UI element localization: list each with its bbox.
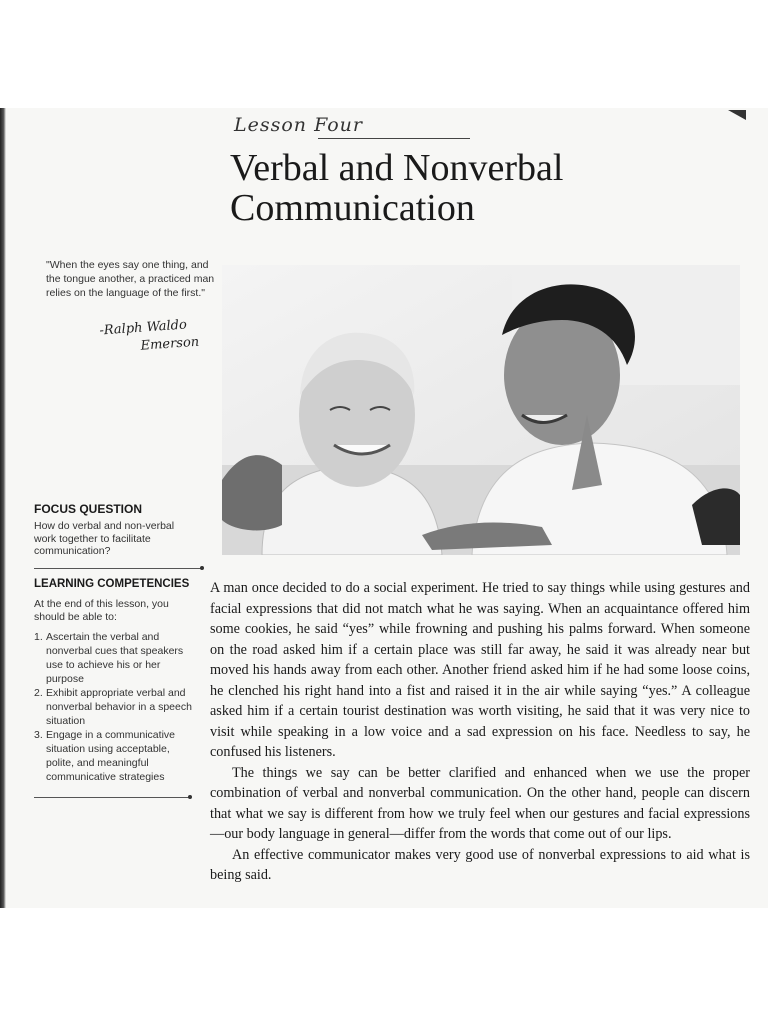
- learning-competencies-list: [34, 630, 199, 784]
- page-title: [230, 148, 750, 228]
- body-text: [210, 578, 750, 886]
- divider-dot: [188, 795, 192, 799]
- divider-top: [34, 568, 202, 569]
- divider-dot: [200, 566, 204, 570]
- list-item: 1. Ascertain the verbal and nonverbal cues that speakers use to achieve his or her purpose: [34, 631, 184, 685]
- focus-question-heading: FOCUS QUESTION: [34, 502, 143, 516]
- focus-question-text: How do verbal and non-verbal work together to facilitate communication?: [34, 520, 175, 557]
- paragraph-3: An effective communicator makes very good use of nonverbal expressions to aid what is being said.: [210, 846, 750, 883]
- photo-two-men-laughing: [222, 265, 740, 555]
- page-binding-shadow: [0, 108, 6, 908]
- signature-line-1: -Ralph Waldo: [98, 317, 188, 339]
- lesson-underline: [318, 138, 470, 139]
- paragraph-2: The things we say can be better clarified and enhanced when we use the proper combination of verbal and nonverbal communication. On the other hand, people can discern that what we say is different from how we truly feel when our gestures and facial expressions—our body language in general—differ from the words that come out of our lips.: [210, 764, 750, 842]
- list-item: 3. Engage in a communicative situation using acceptable, polite, and meaningful communicative strategies: [34, 729, 175, 783]
- learning-competencies-intro: At the end of this lesson, you should be able to:: [34, 598, 169, 623]
- epigraph-quote: "When the eyes say one thing, and the tongue another, a practiced man relies on the language of the first.": [46, 259, 215, 299]
- title-line-1: Verbal and Nonverbal: [230, 147, 564, 189]
- lesson-label: Lesson Four: [234, 114, 363, 136]
- learning-competencies-heading: LEARNING COMPETENCIES: [34, 578, 190, 590]
- title-line-2: Communication: [230, 187, 475, 229]
- corner-tab-icon: [728, 110, 746, 120]
- list-item: 2. Exhibit appropriate verbal and nonverbal behavior in a speech situation: [34, 687, 192, 727]
- divider-bottom: [34, 797, 190, 798]
- paragraph-1: A man once decided to do a social experiment. He tried to say things while using gestures and facial expressions that did not match what he was saying. When an acquaintance offered him some cookies, he said “yes” while frowning and pushing his palms forward. When someone on the road asked him if a certain place was still far away, he said it was already near but moved his hands away from each other. Another friend asked him if he had some loose coins, he clenched his right hand into a fist and raised it in the air while saying “yes.” A colleague asked him if a certain tourist destination was worth visiting, he said that it was very nice to visit while speaking in a low voice and a sad expression on his face. Needless to say, he confused his listeners.: [210, 580, 750, 760]
- signature-line-2: Emerson: [140, 334, 200, 354]
